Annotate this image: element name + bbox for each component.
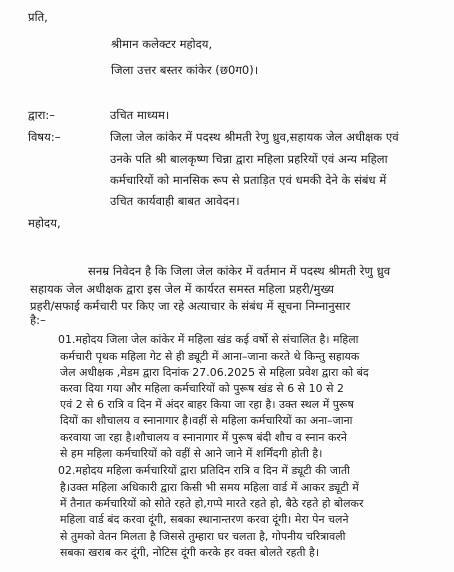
subject-line-4: उचित कार्यवाही बाबत आवेदन।	[110, 194, 240, 208]
salutation: महोदय,	[28, 216, 61, 230]
recipient-line-2: जिला उत्तर बस्तर कांकेर (छ0ग0)।	[111, 63, 259, 77]
dwara-label: द्वारा:–	[28, 108, 56, 122]
recipient-line-1: श्रीमान कलेक्टर महोदय,	[111, 37, 213, 51]
point2-line-1: 02.महोदय महिला कर्मचारियों द्वारा प्रतिदिन रात्रि व दिन में ड्यूटी की जाती	[58, 464, 350, 477]
point2-line-6: सबका खराब कर दूंगी, नोटिस दूंगी करके हर वक्त बोलते रहती है।	[60, 546, 320, 559]
addressee-prati: प्रति,	[28, 10, 48, 24]
subject-line-2: उनके पति श्री बालकृष्ण चिन्ना द्वारा महिला प्रहरियों एवं अन्य महिला	[110, 152, 388, 166]
intro-line-3: प्रहरी/सफाई कर्मचारी पर किए जा रहे अत्याचार के संबंध में सूचना निम्नानुसार	[30, 299, 351, 313]
point2-line-3: में तैनात कर्मचारियों को सोते रहते हो,गप्पे मारते रहते हो, बैठे रहते हो बोलकर	[60, 497, 364, 510]
point1-line-4: करवा दिया गया और महिला कर्मचारियों को पुरूष खंड से 6 से 10 से 2	[60, 382, 344, 395]
point1-line-1: 01.महोदय जिला जेल कांकेर में महिला खंड कई वर्षो से संचालित है। महिला	[58, 333, 359, 346]
point2-line-5: से तुमको वेतन मिलता है जिससे तुम्हारा घर चलता है, गोपनीय चरित्रावली	[60, 530, 346, 543]
subject-line-3: कर्मचारियों को मानसिक रूप से प्रताड़ित एवं धमकी देने के संबंध में	[110, 173, 387, 187]
intro-line-4: है:–	[30, 313, 46, 327]
point1-line-8: से हम महिला कर्मचारियों को वहीं से आने जाने में शर्मिंदगी होती है।	[60, 447, 323, 460]
point1-line-3: जेल अधीक्षक ,मेडम द्वारा दिनांक 27.06.2025 से महिला प्रवेश द्वारा को बंद	[60, 366, 369, 379]
intro-line-1: सनम्र निवेदन है कि जिला जेल कांकेर में वर्तमान में पदस्थ श्रीमती रेणु ध्रुव	[88, 264, 391, 278]
subject-line-1: जिला जेल कांकेर में पदस्थ श्रीमती रेणु ध्रुव,सहायक जेल अधीक्षक एवं	[110, 130, 399, 144]
point1-line-5: एवं 2 से 6 रात्रि व दिन में अंदर बाहर किया जा रहा है। उक्त स्थल में पुरूष	[60, 398, 354, 411]
point1-line-6: दियों का शौचालय व स्नानागार है।वहीं से महिला कर्मचारियों का अना–जाना	[60, 414, 353, 427]
point2-line-4: महिला वार्ड बंद करवा दूंगी, सबका स्थानान्तरण करवा दूंगी। मेरा पेन चलने	[60, 513, 349, 526]
intro-line-2: सहायक जेल अधीक्षक द्वारा इस जेल में कार्यरत समस्त महिला प्रहरी/मुख्य	[30, 282, 334, 296]
point2-line-2: है।उक्त महिला अधिकारी द्वारा किसी भी समय महिला वार्ड में आकर ड्यूटी में	[60, 481, 359, 494]
point1-line-2: कर्मचारी पृथक महिला गेट से ही ड्यूटी में आना–जाना करते थे किन्तु सहायक	[60, 350, 360, 363]
dwara-value: उचित माध्यम।	[110, 108, 170, 122]
point1-line-7: करवाया जा रहा है।शौचालय व स्नानागार में पुरूष बंदी शौच व स्नान करने	[60, 431, 347, 444]
vishay-label: विषय:–	[28, 130, 61, 144]
